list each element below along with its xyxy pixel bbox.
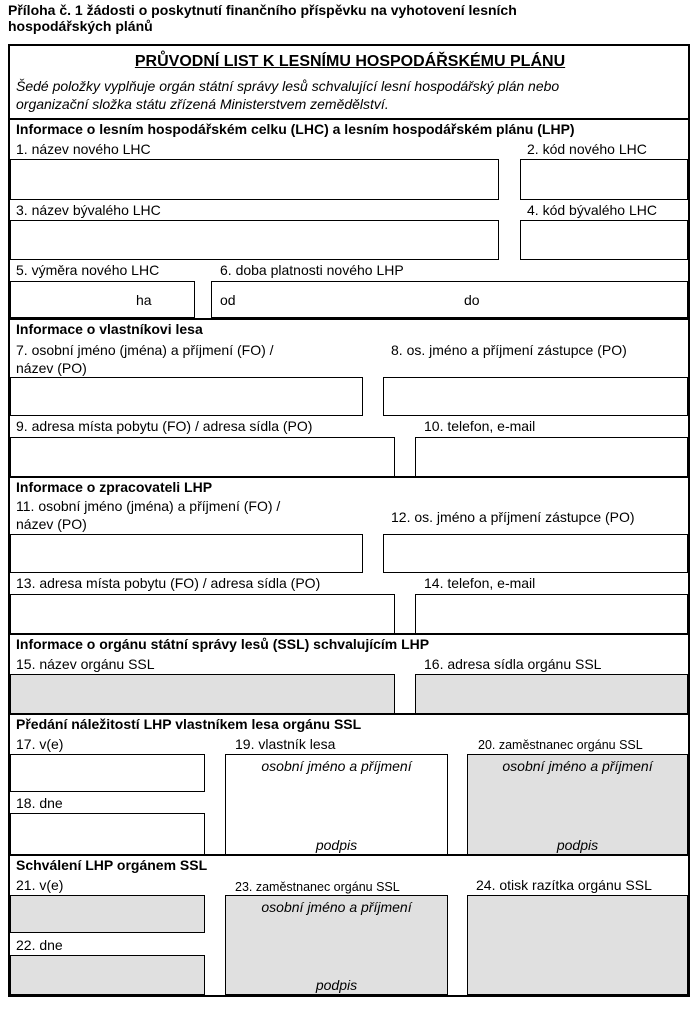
label-f23: 23. zaměstnanec orgánu SSL	[235, 880, 400, 894]
field-new-lhc-code[interactable]	[520, 159, 688, 200]
label-f6: 6. doba platnosti nového LHP	[220, 262, 404, 278]
label-f18: 18. dne	[16, 795, 63, 811]
field-ssl-stamp[interactable]	[467, 895, 688, 995]
field-old-lhc-code[interactable]	[520, 220, 688, 260]
label-f14: 14. telefon, e-mail	[424, 575, 536, 591]
label-f15: 15. název orgánu SSL	[16, 656, 155, 672]
label-f24: 24. otisk razítka orgánu SSL	[476, 877, 652, 893]
field-processor-contact[interactable]	[415, 594, 688, 634]
label-do: do	[464, 292, 480, 308]
section-divider	[8, 633, 690, 635]
field-owner-representative[interactable]	[383, 377, 688, 416]
form-title: PRŮVODNÍ LIST K LESNÍMU HOSPODÁŘSKÉMU PLÁNU	[134, 53, 566, 70]
label-f12: 12. os. jméno a příjmení zástupce (PO)	[391, 509, 635, 525]
field-ssl-name[interactable]	[10, 674, 395, 714]
annex-title-line2: hospodářských plánů	[8, 18, 153, 34]
field-ssl-address[interactable]	[415, 674, 688, 714]
section-divider	[8, 854, 690, 856]
label-od: od	[220, 292, 236, 308]
label-f3: 3. název bývalého LHC	[16, 202, 161, 218]
annex-title-line1: Příloha č. 1 žádosti o poskytnutí finančního příspěvku na vyhotovení lesních	[8, 2, 517, 18]
section-approval-heading: Schválení LHP orgánem SSL	[16, 857, 208, 873]
hint-name: osobní jméno a příjmení	[261, 899, 412, 915]
label-f1: 1. název nového LHC	[16, 141, 151, 157]
field-validity[interactable]	[211, 281, 688, 318]
section-divider	[8, 118, 690, 120]
label-f8: 8. os. jméno a příjmení zástupce (PO)	[391, 342, 627, 358]
section-divider	[8, 318, 690, 320]
label-f16: 16. adresa sídla orgánu SSL	[424, 656, 602, 672]
label-f13: 13. adresa místa pobytu (FO) / adresa sídla (PO)	[16, 575, 321, 591]
section-divider	[8, 476, 690, 478]
hint-signature: podpis	[315, 837, 358, 853]
field-handover-date[interactable]	[10, 813, 205, 855]
field-processor-address[interactable]	[10, 594, 395, 634]
form-note-line1: Šedé položky vyplňuje orgán státní správy lesů schvalující lesní hospodářský plán nebo	[16, 78, 560, 94]
label-f5: 5. výměra nového LHC	[16, 262, 160, 278]
label-f10: 10. telefon, e-mail	[424, 418, 536, 434]
label-f9: 9. adresa místa pobytu (FO) / adresa sídla (PO)	[16, 418, 313, 434]
field-owner-address[interactable]	[10, 437, 395, 477]
hint-signature: podpis	[315, 977, 358, 993]
section-lhc-heading: Informace o lesním hospodářském celku (LHC) a lesním hospodářském plánu (LHP)	[16, 121, 575, 137]
section-processor-heading: Informace o zpracovateli LHP	[16, 479, 213, 495]
field-area[interactable]	[10, 281, 195, 318]
label-f11-line1: 11. osobní jméno (jména) a příjmení (FO) /	[16, 498, 281, 514]
section-handover-heading: Předání náležitostí LHP vlastníkem lesa orgánu SSL	[16, 716, 362, 732]
field-processor-name[interactable]	[10, 534, 363, 573]
field-owner-contact[interactable]	[415, 437, 688, 477]
field-approval-place[interactable]	[10, 895, 205, 933]
field-handover-place[interactable]	[10, 754, 205, 792]
form-note-line2: organizační složka státu zřízená Ministerstvem zemědělství.	[16, 96, 389, 112]
label-f21: 21. v(e)	[16, 877, 64, 893]
label-f4: 4. kód bývalého LHC	[527, 202, 657, 218]
hint-name: osobní jméno a příjmení	[261, 758, 412, 774]
field-approval-date[interactable]	[10, 955, 205, 995]
field-processor-representative[interactable]	[383, 534, 688, 573]
section-divider	[8, 713, 690, 715]
label-f11-line2: název (PO)	[16, 516, 87, 532]
section-owner-heading: Informace o vlastníkovi lesa	[16, 321, 203, 337]
label-f22: 22. dne	[16, 937, 63, 953]
label-f7-line2: název (PO)	[16, 360, 87, 376]
field-new-lhc-name[interactable]	[10, 159, 499, 200]
field-old-lhc-name[interactable]	[10, 220, 499, 260]
hint-name: osobní jméno a příjmení	[502, 758, 653, 774]
label-f19: 19. vlastník lesa	[235, 736, 336, 752]
label-f2: 2. kód nového LHC	[527, 141, 647, 157]
field-owner-name[interactable]	[10, 377, 363, 416]
unit-ha: ha	[136, 292, 152, 308]
section-ssl-heading: Informace o orgánu státní správy lesů (SSL) schvalujícím LHP	[16, 636, 430, 652]
label-f7-line1: 7. osobní jméno (jména) a příjmení (FO) /	[16, 342, 274, 358]
label-f20: 20. zaměstnanec orgánu SSL	[478, 738, 643, 752]
label-f17: 17. v(e)	[16, 736, 64, 752]
hint-signature: podpis	[556, 837, 599, 853]
